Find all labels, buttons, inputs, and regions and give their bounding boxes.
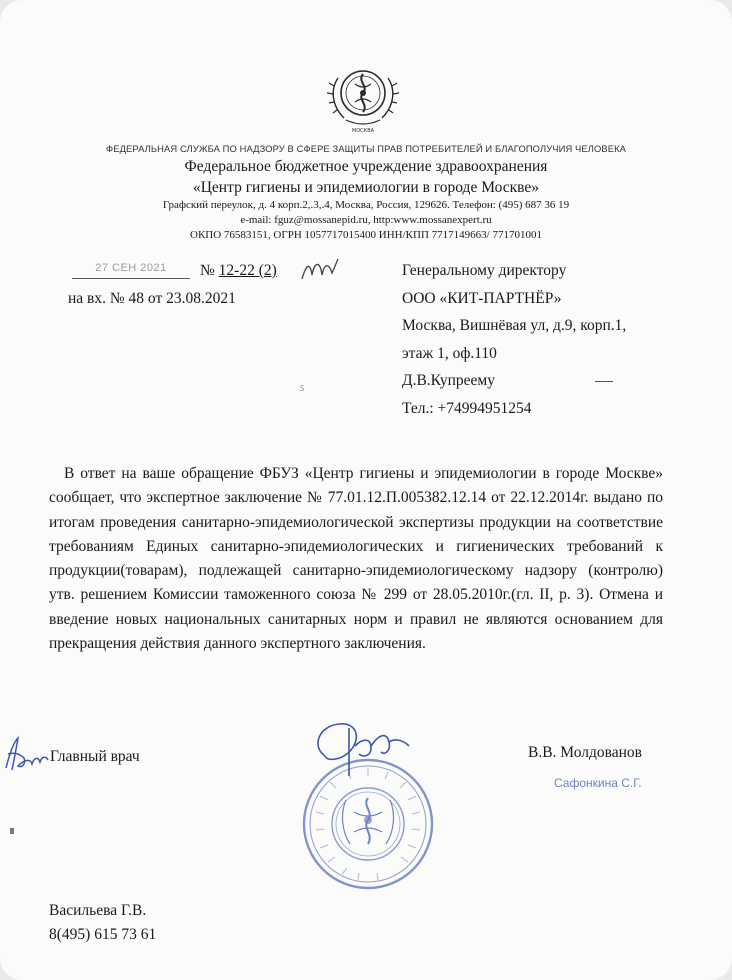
institution-name-line2: «Центр гигиены и эпидемиологии в городе Москве» [192, 179, 540, 196]
institution-codes: ОКПО 76583151, ОГРН 1057717015400 ИНН/КПП 7717149663/ 771701001 [190, 229, 542, 241]
registration-number-prefix: № [200, 262, 219, 279]
performer-name: Васильева Г.В. [49, 902, 147, 919]
agency-name: ФЕДЕРАЛЬНАЯ СЛУЖБА ПО НАДЗОРУ В СФЕРЕ ЗАЩИТЫ ПРАВ ПОТРЕБИТЕЛЕЙ И БЛАГОПОЛУЧИЯ ЧЕЛОВЕКА [105, 143, 627, 154]
letter-body [49, 462, 663, 656]
chief-doctor-name: В.В. Молдованов [528, 744, 642, 761]
margin-mark: 5 [300, 384, 304, 393]
addressee-line: этаж 1, оф.110 [402, 344, 497, 362]
incoming-reference: на вх. № 48 от 23.08.2021 [68, 290, 236, 307]
addressee-line: Генеральному директору [402, 262, 567, 279]
handwritten-number-scribble [298, 255, 348, 285]
letter-paragraph: В ответ на ваше обращение ФБУЗ «Центр гигиены и эпидемиологии в городе Москве» сообщает, что экспертное заключение № 77.01.12.П.005382.12.14 от 22.12.2014г. выдано по итогам проведения санитарно-эпидемиологической экспертизы продукции на соответствие требованиям Единых санитарно-эпидемиологических и гигиенических требований к продукции(товарам), подлежащей санитарно-эпидемиологическому надзору (контролю) утв. решением Комиссии таможенного союза № 299 от 28.05.2010г.(гл. II, р. 3). Отмена и введение новых национальных санитарных норм и правил не являются основанием для прекращения действия данного экспертного заключения. [49, 465, 663, 653]
addressee-line: Д.В.Купреему [402, 372, 495, 389]
institution-address: Графский переулок, д. 4 корп.2,.3,.4, Москва, Россия, 129626. Телефон: (495) 687 36 19 [162, 199, 570, 211]
margin-tick [10, 828, 14, 834]
signature-stamp-name: Сафонкина С.Г. [554, 776, 642, 790]
registration-date-stamp: 27 СЕН 2021 [72, 262, 190, 279]
institution-name-line1: Федеральное бюджетное учреждение здравоохранения [184, 158, 548, 175]
registration-number-value: 12-22 (2) [218, 262, 277, 279]
chief-doctor-signature [305, 716, 415, 782]
performer-phone: 8(495) 615 73 61 [49, 926, 157, 943]
addressee-line: Тел.: +74994951254 [402, 399, 532, 417]
registration-number [200, 262, 277, 280]
addressee-line: Москва, Вишнёвая ул, д.9, корп.1, [402, 317, 627, 334]
initials-signature [0, 732, 52, 776]
divider [595, 381, 613, 382]
addressee-line: ООО «КИТ-ПАРТНЁР» [402, 289, 562, 307]
chief-doctor-title: Главный врач [50, 748, 140, 765]
addressee-block [402, 262, 626, 427]
rospotrebnadzor-emblem [322, 60, 404, 138]
emblem-caption: МОСКВА [351, 128, 375, 134]
institution-contacts: e-mail: fguz@mossanepid.ru, http:www.mossanexpert.ru [240, 214, 492, 226]
